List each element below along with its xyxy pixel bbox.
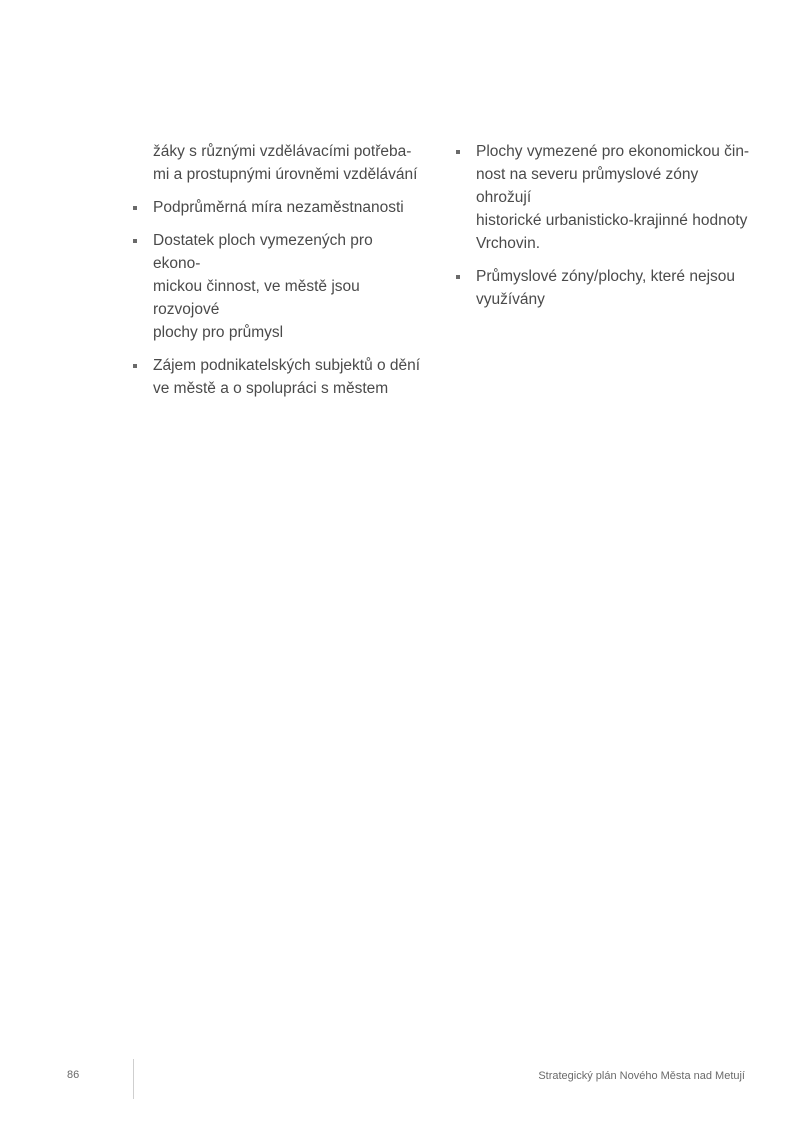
page-number: 86 — [67, 1069, 80, 1081]
list-item — [453, 140, 751, 255]
list-item — [130, 196, 422, 219]
footer-divider — [133, 1059, 134, 1099]
text-line: historické urbanisticko-krajinné hodnoty — [476, 212, 748, 229]
right-column — [453, 140, 751, 321]
text-line: plochy pro průmysl — [153, 324, 284, 341]
continuation-text — [153, 140, 422, 186]
left-column — [130, 140, 422, 410]
text-line: Plochy vymezené pro ekonomickou čin- — [476, 143, 750, 160]
bullet-list-left — [130, 196, 422, 400]
text-line: mickou činnost, ve městě jsou rozvojové — [153, 278, 360, 318]
text-line: ve městě a o spolupráci s městem — [153, 380, 389, 397]
text-line: Podprůměrná míra nezaměstnanosti — [153, 199, 404, 216]
text-line: žáky s různými vzdělávacími potřeba- — [153, 143, 412, 160]
text-line: využívány — [476, 291, 545, 308]
text-line: Průmyslové zóny/plochy, které nejsou — [476, 268, 736, 285]
text-line: nost na severu průmyslové zóny ohrožují — [476, 166, 699, 206]
text-line: mi a prostupnými úrovněmi vzdělávání — [153, 166, 418, 183]
footer-document-title: Strategický plán Nového Města nad Metují — [538, 1070, 745, 1082]
bullet-list-right — [453, 140, 751, 311]
list-item — [130, 229, 422, 344]
text-line: Zájem podnikatelských subjektů o dění — [153, 357, 421, 374]
text-line: Dostatek ploch vymezených pro ekono- — [153, 232, 373, 272]
list-item — [130, 354, 422, 400]
text-line: Vrchovin. — [476, 235, 541, 252]
list-item — [453, 265, 751, 311]
